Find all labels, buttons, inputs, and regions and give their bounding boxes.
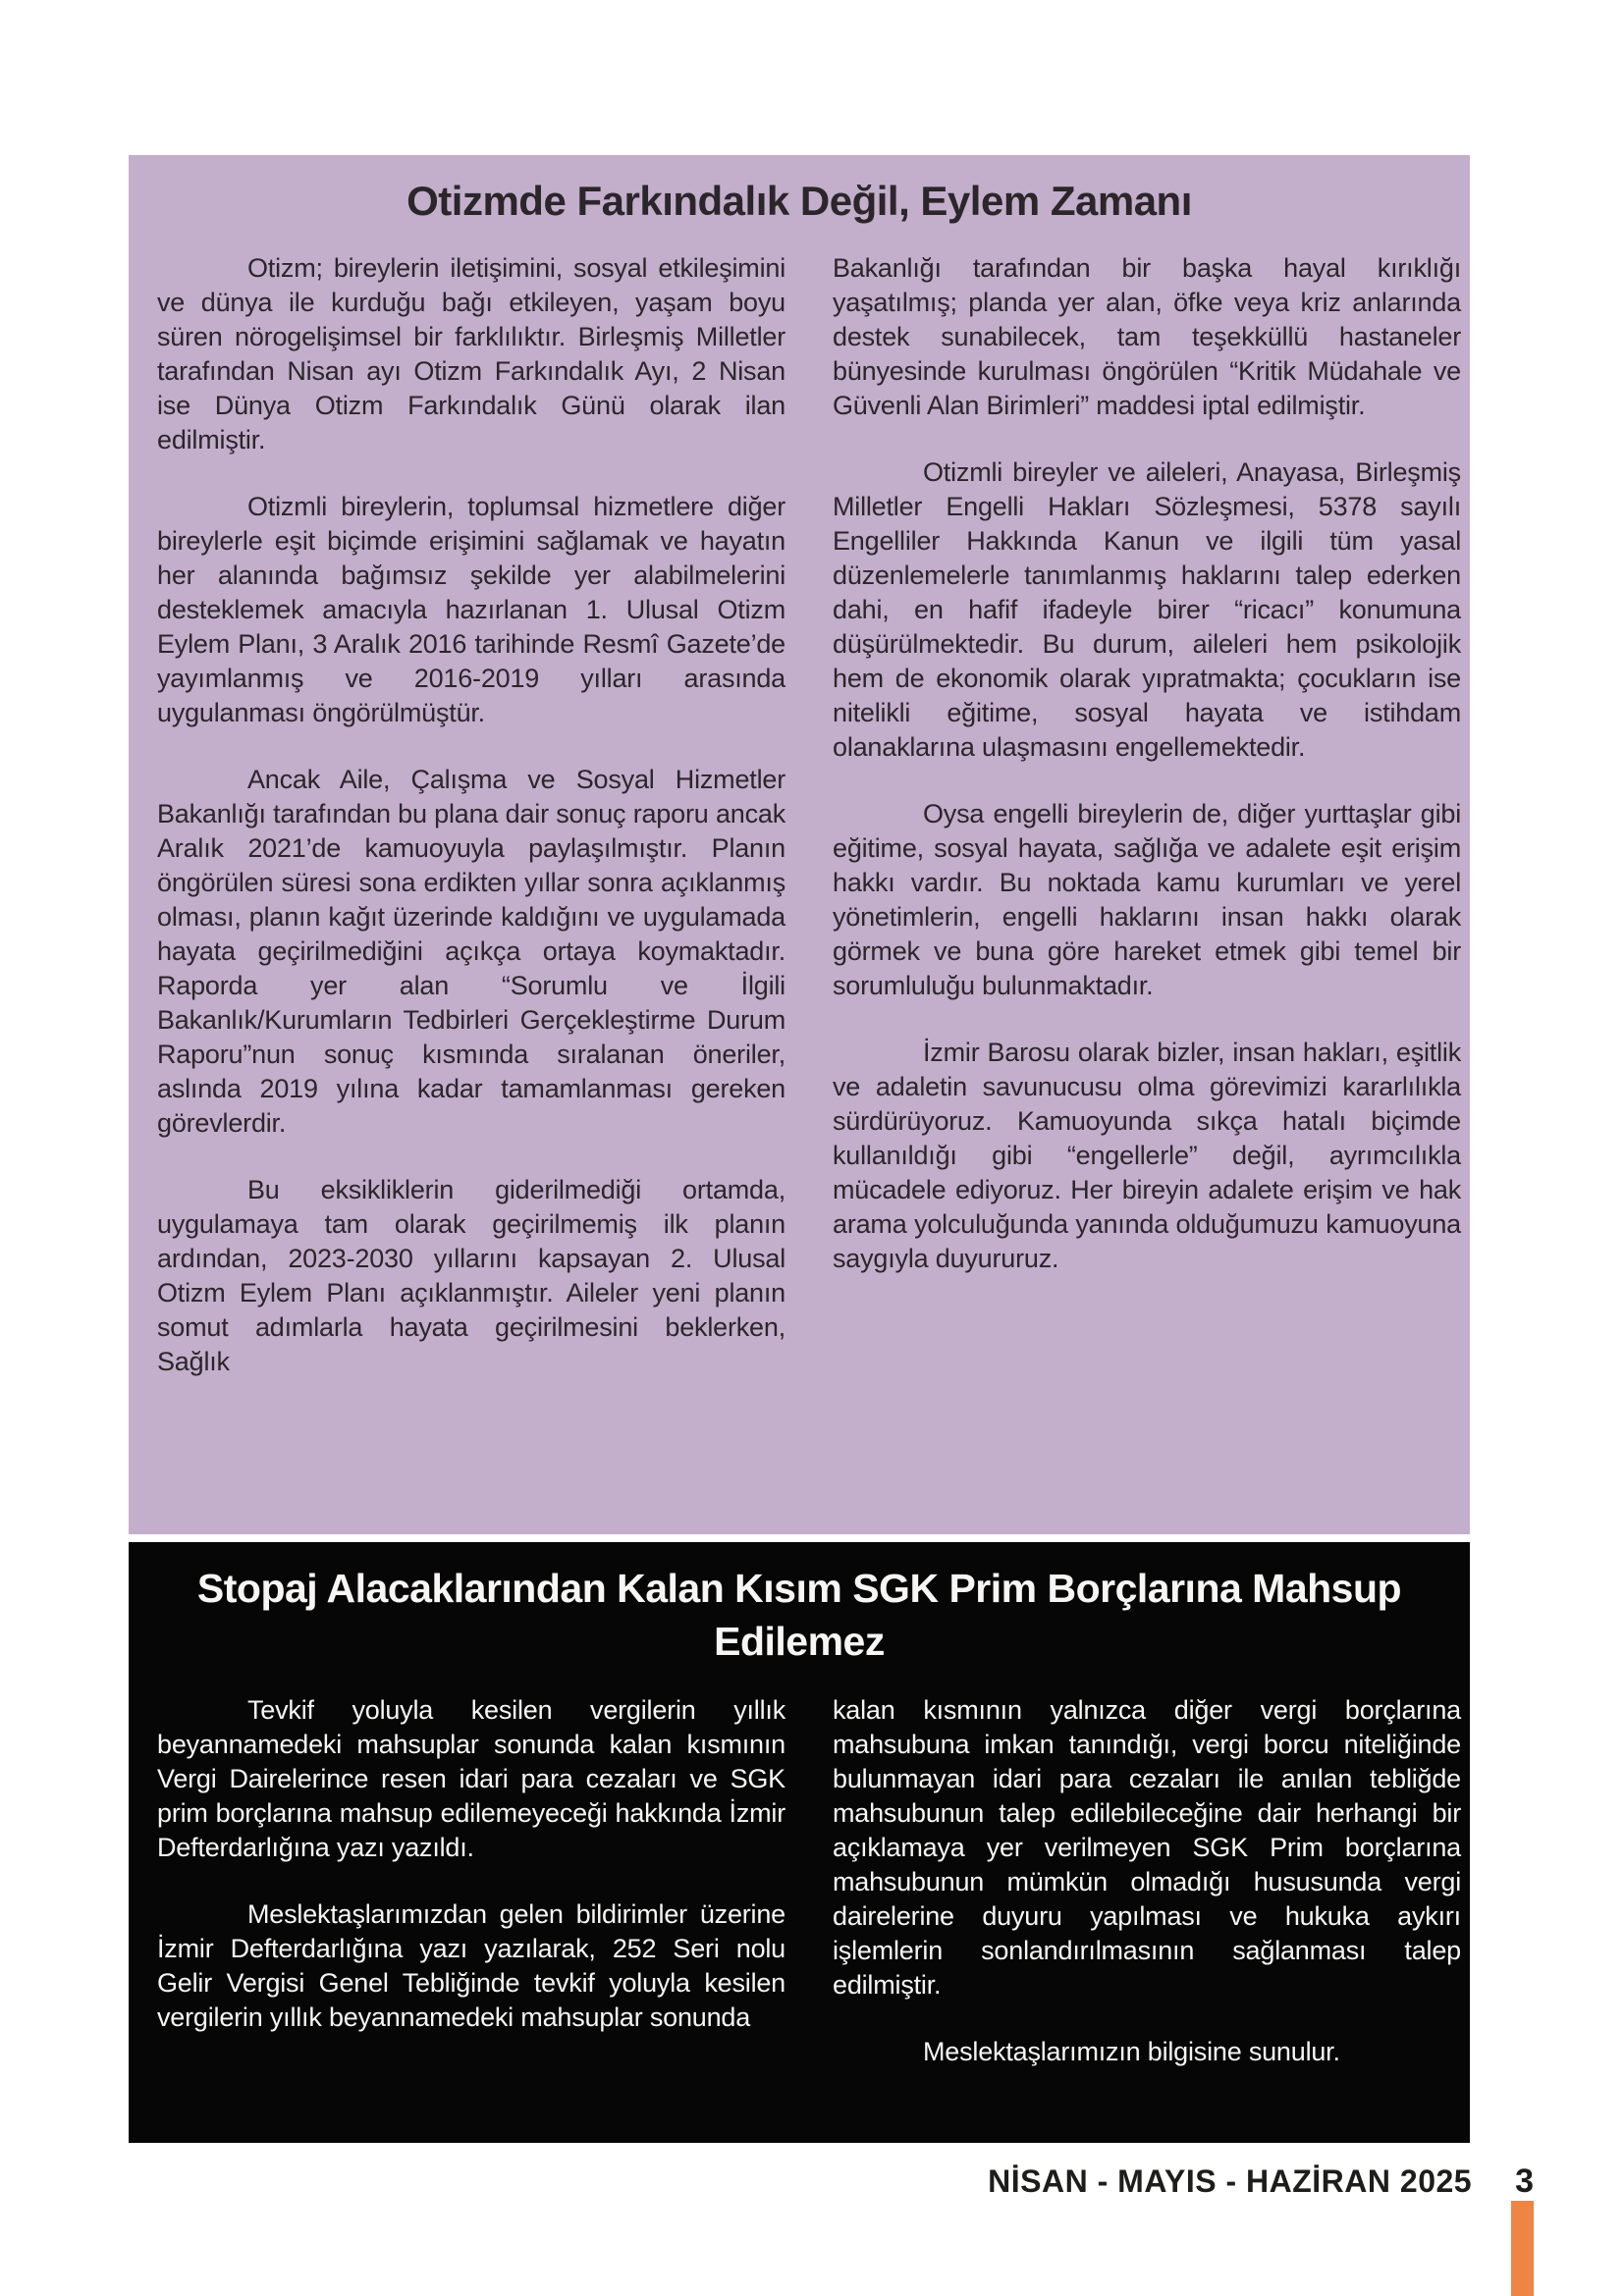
paragraph: Otizmli bireyler ve aileleri, Anayasa, Birleşmiş Milletler Engelli Hakları Sözleşmesi, 5378 sayılı Engelliler Hakkında Kanun ve ilgili tüm yasal düzenlemelerle tanımlanmış haklarını talep ederken dahi, en hafif ifadeyle birer “ricacı” konumuna düşürülmektedir. Bu durum, aileleri hem psikolojik hem de ekonomik olarak yıpratmakta; çocukların ise nitelikli eğitime, sosyal hayata ve istihdam olanaklarına ulaşmasını engellemektedir. <box>833 457 1461 762</box>
paragraph: kalan kısmının yalnızca diğer vergi borçlarına mahsubuna imkan tanındığı, vergi borcu niteliğinde bulunmayan idari para cezaları ile anılan tebliğde mahsubunun talep edilebileceğine dair herhangi bir açıklamaya yer verilmeyen SGK Prim borçlarına mahsubunun mümkün olmadığı hususunda vergi dairelerine duyuru yapılması ve hukuka aykırı işlemlerin sonlandırılmasının sağlanması talep edilmiştir. <box>833 1695 1461 2000</box>
article-otizm-column-left <box>157 251 785 1412</box>
paragraph: Otizm; bireylerin iletişimini, sosyal etkileşimini ve dünya ile kurduğu bağı etkileyen, yaşam boyu süren nörogelişimsel bir farklılıktır. Birleşmiş Milletler tarafından Nisan ayı Otizm Farkındalık Ayı, 2 Nisan ise Dünya Otizm Farkındalık Günü olarak ilan edilmiştir. <box>157 253 785 454</box>
paragraph: Bu eksikliklerin giderilmediği ortamda, uygulamaya tam olarak geçirilmemiş ilk planın ardından, 2023-2030 yıllarını kapsayan 2. Ulusal Otizm Eylem Planı açıklanmıştır. Aileler yeni planın somut adımlarla hayata geçirilmesini beklerken, Sağlık <box>157 1175 785 1376</box>
article-stopaj-title: Stopaj Alacaklarından Kalan Kısım SGK Prim Borçlarına Mahsup Edilemez <box>196 1566 1402 1664</box>
article-stopaj-section <box>129 1542 1470 2143</box>
paragraph: Oysa engelli bireylerin de, diğer yurttaşlar gibi eğitime, sosyal hayata, sağlığa ve adalete eşit erişim hakkı vardır. Bu noktada kamu kurumları ve yerel yönetimlerin, engelli haklarını insan hakkı olarak görmek ve buna göre hareket etmek gibi temel bir sorumluluğu bulunmaktadır. <box>833 799 1461 1000</box>
footer-issue-label: NİSAN - MAYIS - HAZİRAN 2025 <box>988 2163 1473 2199</box>
paragraph: Bakanlığı tarafından bir başka hayal kırıklığı yaşatılmış; planda yer alan, öfke veya kriz anlarında destek sunabilecek, tam teşekküllü hastaneler bünyesinde kurulması öngörülen “Kritik Müdahale ve Güvenli Alan Birimleri” maddesi iptal edilmiştir. <box>833 253 1461 420</box>
article-stopaj-columns <box>129 1693 1470 2102</box>
paragraph: Otizmli bireylerin, toplumsal hizmetlere diğer bireylerle eşit biçimde erişimini sağlamak ve hayatın her alanında bağımsız şekilde yer alabilmelerini desteklemek amacıyla hazırlanan 1. Ulusal Otizm Eylem Planı, 3 Aralık 2016 tarihinde Resmî Gazete’de yayımlanmış ve 2016-2019 yılları arasında uygulanması öngörülmüştür. <box>157 492 785 727</box>
paragraph: Ancak Aile, Çalışma ve Sosyal Hizmetler Bakanlığı tarafından bu plana dair sonuç raporu ancak Aralık 2021’de kamuoyuyla paylaşılmıştır. Planın öngörülen süresi sona erdikten yıllar sonra açıklanmış olması, planın kağıt üzerinde kaldığını ve uygulamada hayata geçirilmediğini açıkça ortaya koymaktadır. Raporda yer alan “Sorumlu ve İlgili Bakanlık/Kurumların Tedbirleri Gerçekleştirme Durum Raporu”nun sonuç kısmında sıralanan öneriler, aslında 2019 yılına kadar tamamlanması gereken görevlerdir. <box>157 765 785 1138</box>
article-otizm-title: Otizmde Farkındalık Değil, Eylem Zamanı <box>406 178 1192 224</box>
paragraph: Meslektaşlarımızın bilgisine sunulur. <box>923 2037 1340 2066</box>
article-stopaj-column-left <box>157 1693 785 2102</box>
footer-accent-bar <box>1511 2201 1534 2296</box>
paragraph: Tevkif yoluyla kesilen vergilerin yıllık beyannamedeki mahsuplar sonunda kalan kısmının Vergi Dairelerince resen idari para cezaları ve SGK prim borçlarına mahsup edilemeyeceği hakkında İzmir Defterdarlığına yazı yazıldı. <box>157 1695 785 1862</box>
article-otizm-column-right <box>833 251 1461 1412</box>
page-footer <box>129 2163 1534 2201</box>
paragraph: Meslektaşlarımızdan gelen bildirimler üzerine İzmir Defterdarlığına yazı yazılarak, 252 Seri nolu Gelir Vergisi Genel Tebliğinde tevkif yoluyla kesilen vergilerin yıllık beyannamedeki mahsuplar sonunda <box>157 1899 785 2032</box>
article-otizm-section <box>129 155 1470 1534</box>
article-otizm-columns <box>129 251 1470 1412</box>
article-stopaj-column-right <box>833 1693 1461 2102</box>
footer-page-number: 3 <box>1515 2163 1534 2200</box>
paragraph: İzmir Barosu olarak bizler, insan hakları, eşitlik ve adaletin savunucusu olma görevimizi kararlılıkla sürdürüyoruz. Kamuoyunda sıkça hatalı biçimde kullanıldığı gibi “engellerle” değil, ayrımcılıkla mücadele ediyoruz. Her bireyin adalete erişim ve hak arama yolculuğunda yanında olduğumuzu kamuoyuna saygıyla duyururuz. <box>833 1038 1461 1273</box>
